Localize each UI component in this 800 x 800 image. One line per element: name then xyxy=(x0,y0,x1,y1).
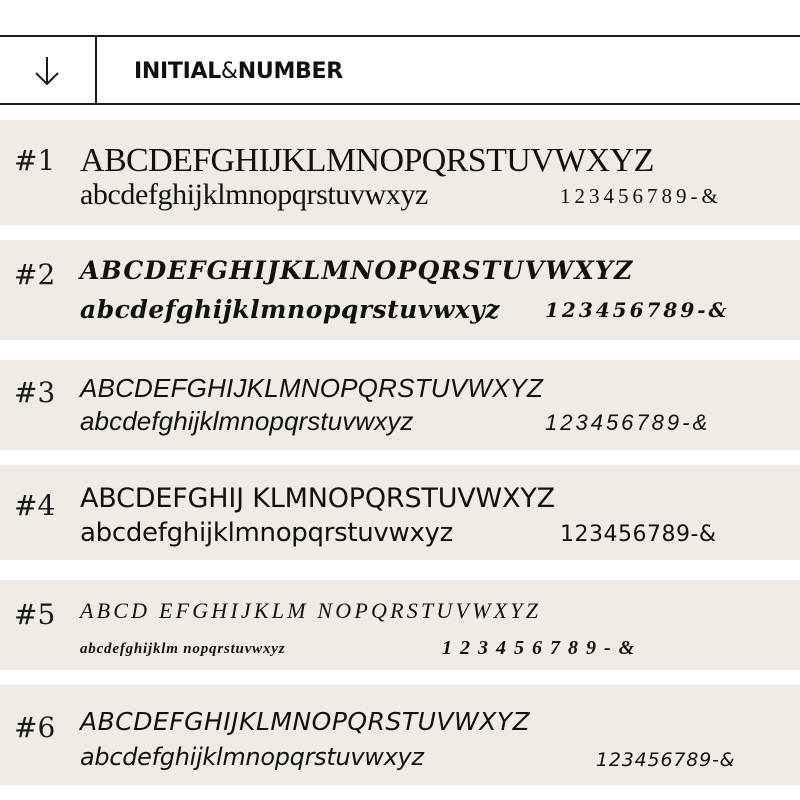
number-sample: 123456789-& xyxy=(442,637,643,659)
title-initial: INITIAL xyxy=(134,59,221,84)
uppercase-sample: ABCD EFGHIJKLM NOPQRSTUVWXYZ xyxy=(80,598,542,623)
lowercase-sample: abcdefghijklmnopqrstuvwxyz xyxy=(80,743,424,771)
section-title xyxy=(134,57,343,87)
font-row-label: #2 xyxy=(14,258,56,291)
number-sample: 123456789-& xyxy=(545,410,711,435)
font-row-6 xyxy=(0,685,800,785)
font-row-label: #4 xyxy=(14,489,56,522)
lowercase-sample: abcdefghijklmnopqrstuvwxyz xyxy=(80,295,500,324)
uppercase-sample: ABCDEFGHIJKLMNOPQRSTUVWXYZ xyxy=(80,256,634,285)
number-sample: 123456789-& xyxy=(560,522,717,547)
lowercase-sample: abcdefghijklmnopqrstuvwxyz xyxy=(80,178,428,211)
number-sample: 123456789-& xyxy=(560,184,722,208)
font-row-2 xyxy=(0,240,800,340)
font-row-label: #5 xyxy=(14,598,56,631)
number-sample: 123456789-& xyxy=(545,298,730,322)
header-bar xyxy=(0,35,800,105)
font-row-label: #1 xyxy=(14,144,56,177)
font-row-label: #6 xyxy=(14,711,56,744)
font-row-4 xyxy=(0,465,800,560)
uppercase-sample: ABCDEFGHIJKLMNOPQRSTUVWXYZ xyxy=(80,373,544,403)
font-row-3 xyxy=(0,360,800,450)
font-row-label: #3 xyxy=(14,376,56,409)
lowercase-sample: abcdefghijklm nopqrstuvwxyz xyxy=(80,641,286,657)
title-number: NUMBER xyxy=(237,59,343,84)
font-row-1 xyxy=(0,120,800,225)
number-sample: 123456789-& xyxy=(596,749,736,771)
expand-toggle[interactable] xyxy=(0,37,97,103)
uppercase-sample: ABCDEFGHIJ KLMNOPQRSTUVWXYZ xyxy=(80,483,555,514)
title-ampersand: & xyxy=(220,59,238,84)
lowercase-sample: abcdefghijklmnopqrstuvwxyz xyxy=(80,406,414,436)
uppercase-sample: ABCDEFGHIJKLMNOPQRSTUVWXYZ xyxy=(80,142,654,179)
lowercase-sample: abcdefghijklmnopqrstuvwxyz xyxy=(80,518,453,548)
font-row-5 xyxy=(0,580,800,670)
uppercase-sample: ABCDEFGHIJKLMNOPQRSTUVWXYZ xyxy=(80,707,531,736)
arrow-down-icon[interactable] xyxy=(32,54,62,88)
